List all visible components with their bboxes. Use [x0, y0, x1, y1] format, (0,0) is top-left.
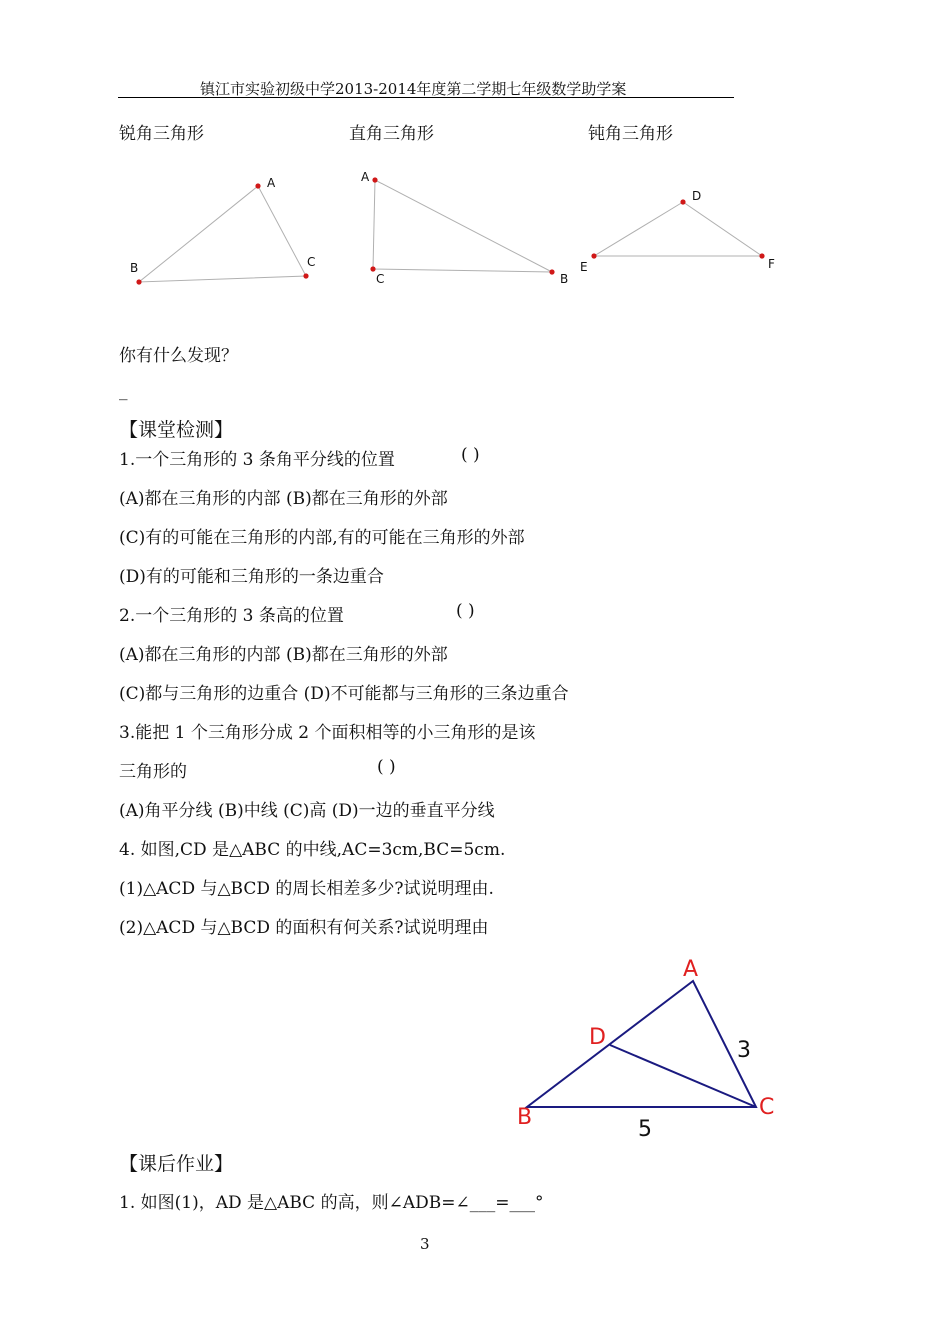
- q2-options-ab: (A)都在三角形的内部 (B)都在三角形的外部: [119, 645, 448, 665]
- q4-part1: (1)△ACD 与△BCD 的周长相差多少?试说明理由.: [119, 879, 494, 899]
- right-label-b: B: [560, 272, 569, 286]
- obtuse-label-d: D: [692, 189, 702, 203]
- q4-stem: 4. 如图,CD 是△ABC 的中线,AC=3cm,BC=5cm.: [119, 840, 506, 860]
- acute-label-c: C: [307, 255, 316, 269]
- side-bc-length: 5: [638, 1117, 652, 1142]
- q4-part2: (2)△ACD 与△BCD 的面积有何关系?试说明理由: [119, 918, 489, 938]
- homework-q1: 1. 如图(1)，AD 是△ABC 的高，则∠ADB=∠___=___°: [119, 1193, 544, 1213]
- discovery-question: 你有什么发现？: [119, 346, 238, 366]
- page-header: 镇江市实验初级中学2013-2014年度第二学期七年级数学助学案: [200, 80, 627, 98]
- q2-stem: 2.一个三角形的 3 条高的位置: [119, 606, 344, 626]
- q1-option-d: (D)有的可能和三角形的一条边重合: [119, 567, 384, 587]
- acute-label-b: B: [130, 261, 139, 275]
- q3-stem-line2: 三角形的: [119, 762, 187, 782]
- caption-right-triangle: 直角三角形: [349, 124, 434, 144]
- obtuse-label-f: F: [768, 257, 775, 271]
- page-number: 3: [420, 1235, 430, 1253]
- q1-stem: 1.一个三角形的 3 条角平分线的位置: [119, 450, 395, 470]
- figure-label-b: B: [517, 1105, 533, 1130]
- acute-label-a: A: [267, 176, 276, 190]
- q2-options-cd: (C)都与三角形的边重合 (D)不可能都与三角形的三条边重合: [119, 684, 569, 704]
- section-title-homework: 【课后作业】: [119, 1153, 234, 1175]
- right-triangle-figure: [361, 170, 568, 286]
- right-label-a: A: [361, 170, 370, 184]
- q1-options-ab: (A)都在三角形的内部 (B)都在三角形的外部: [119, 489, 448, 509]
- acute-triangle-figure: [130, 176, 315, 285]
- obtuse-label-e: E: [580, 260, 588, 274]
- caption-acute-triangle: 锐角三角形: [119, 124, 204, 144]
- q3-options: (A)角平分线 (B)中线 (C)高 (D)一边的垂直平分线: [119, 801, 495, 821]
- q3-answer-paren: ( ): [377, 757, 396, 777]
- caption-obtuse-triangle: 钝角三角形: [588, 124, 673, 144]
- figure-label-c: C: [759, 1095, 775, 1120]
- median-triangle-figure: [517, 957, 774, 1142]
- obtuse-triangle-figure: [580, 189, 775, 274]
- figure-label-a: A: [683, 957, 699, 982]
- answer-blank: _: [119, 381, 128, 401]
- q1-option-c: (C)有的可能在三角形的内部,有的可能在三角形的外部: [119, 528, 525, 548]
- q3-stem-line1: 3.能把 1 个三角形分成 2 个面积相等的小三角形的是该: [119, 723, 536, 743]
- q1-answer-paren: ( ): [461, 445, 480, 465]
- section-title-class-test: 【课堂检测】: [119, 419, 234, 441]
- q2-answer-paren: ( ): [456, 601, 475, 621]
- side-ac-length: 3: [737, 1038, 751, 1063]
- right-label-c: C: [376, 272, 385, 286]
- figure-label-d: D: [589, 1025, 606, 1050]
